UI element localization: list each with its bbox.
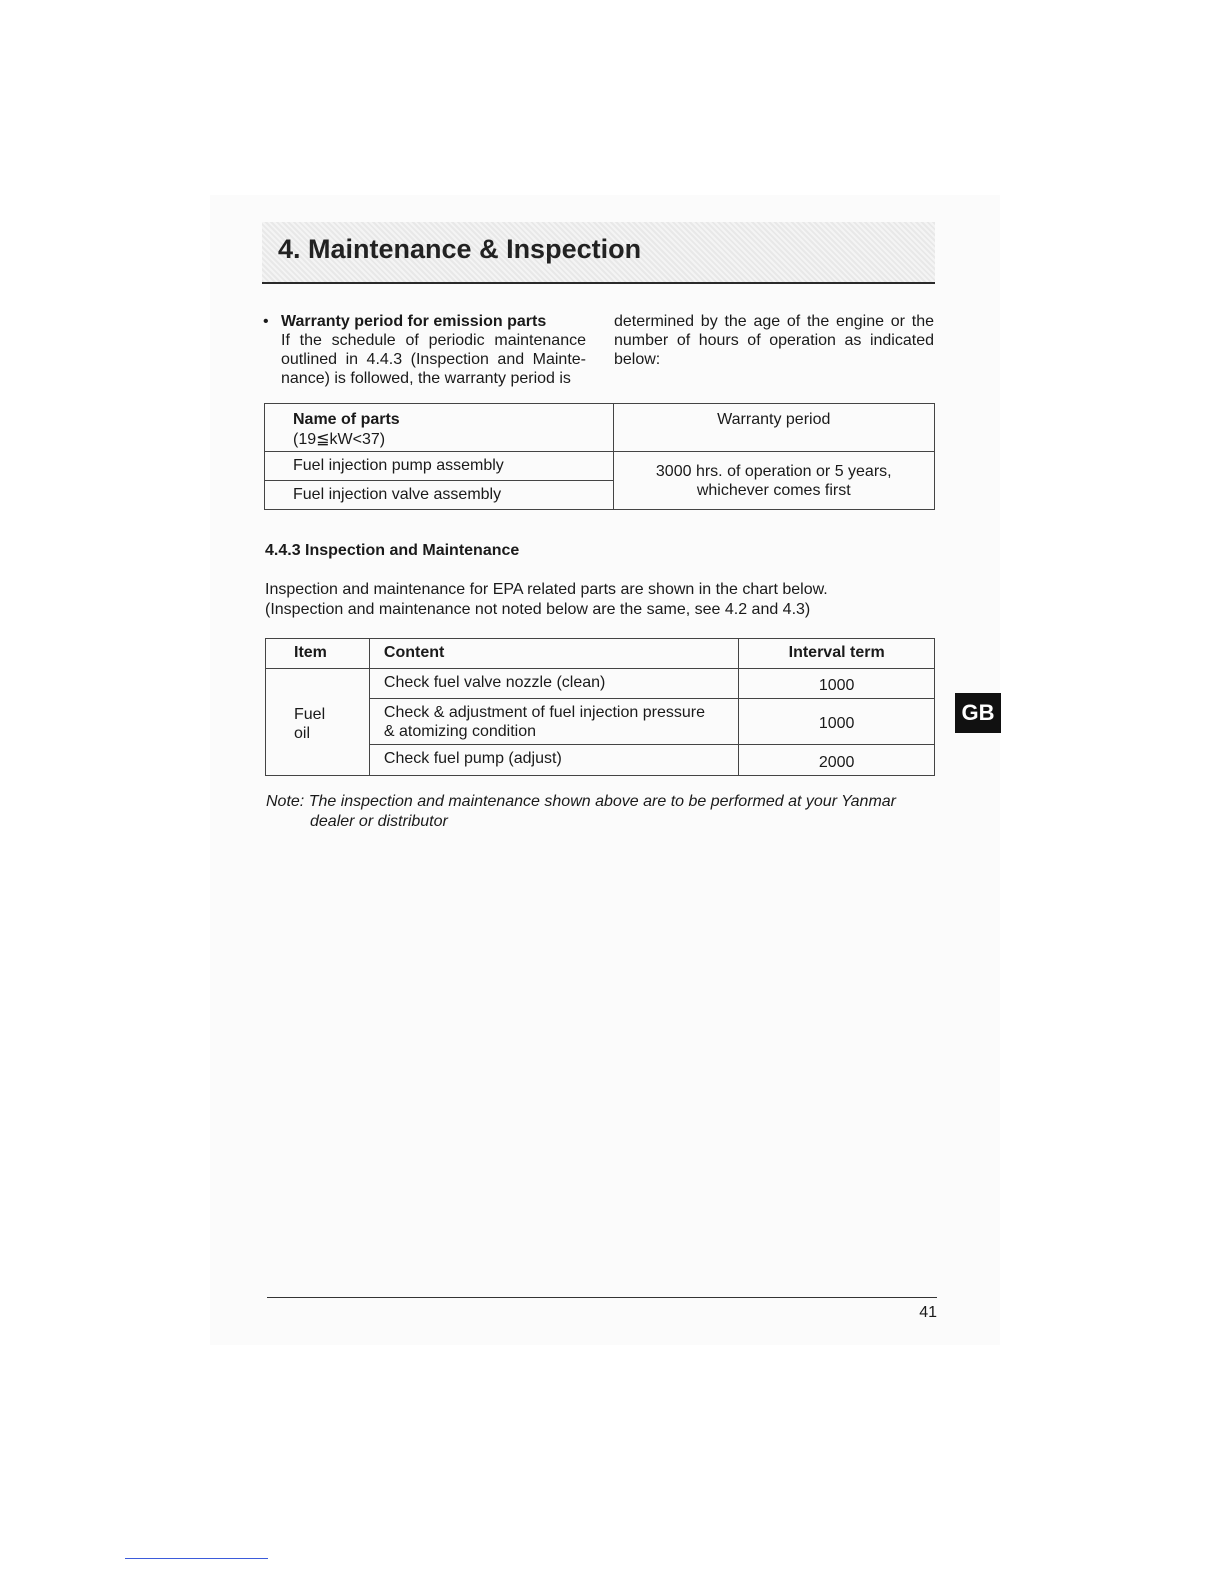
table-row <box>266 669 935 699</box>
chapter-header <box>262 222 935 284</box>
interval-cell: 2000 <box>739 745 935 776</box>
table-row <box>265 452 935 481</box>
warranty-text-left <box>263 312 586 388</box>
page-number: 41 <box>919 1304 937 1321</box>
language-tab: GB <box>955 693 1001 733</box>
warranty-heading: Warranty period for emission parts <box>281 313 547 330</box>
table-header-row <box>266 639 935 669</box>
chapter-title: 4. Maintenance & Inspection <box>278 234 642 264</box>
content-cell: Check fuel valve nozzle (clean) <box>369 669 738 699</box>
column-header-period: Warranty period <box>613 404 934 452</box>
part-name-cell: Fuel injection valve assembly <box>265 481 614 510</box>
column-header-content: Content <box>369 639 738 669</box>
section-heading: 4.4.3 Inspection and Maintenance <box>265 542 520 559</box>
interval-table <box>265 638 935 776</box>
footer-divider <box>267 1297 937 1298</box>
content-cell: Check & adjustment of fuel injection pressure & atomizing condition <box>369 699 738 745</box>
section-intro: Inspection and maintenance for EPA related parts are shown in the chart below. (Inspection and maintenance not noted below are the same, see 4.2 and 4.3) <box>265 581 828 618</box>
table-header-row <box>265 404 935 452</box>
note: Note: The inspection and maintenance shown above are to be performed at your Yanmar dealer or distributor <box>266 793 897 830</box>
item-cell: Fuel oil <box>266 669 370 776</box>
warranty-text-right: determined by the age of the engine or the number of hours of operation as indicated below: <box>614 313 934 368</box>
column-header-item: Item <box>266 639 370 669</box>
part-name-cell: Fuel injection pump assembly <box>265 452 614 481</box>
interval-cell: 1000 <box>739 699 935 745</box>
warranty-period-cell: 3000 hrs. of operation or 5 years, whichever comes first <box>613 452 934 510</box>
interval-cell: 1000 <box>739 669 935 699</box>
scan-underline <box>125 1558 268 1559</box>
content-cell: Check fuel pump (adjust) <box>369 745 738 776</box>
warranty-table <box>264 403 935 510</box>
column-header-name: Name of parts (19≦kW<37) <box>265 404 614 452</box>
column-header-interval: Interval term <box>739 639 935 669</box>
bullet-icon: • <box>263 313 269 330</box>
warranty-text-left-body: If the schedule of periodic maintenance outlined in 4.4.3 (Inspection and Mainte-nance) is followed, the warranty period is <box>281 332 586 387</box>
